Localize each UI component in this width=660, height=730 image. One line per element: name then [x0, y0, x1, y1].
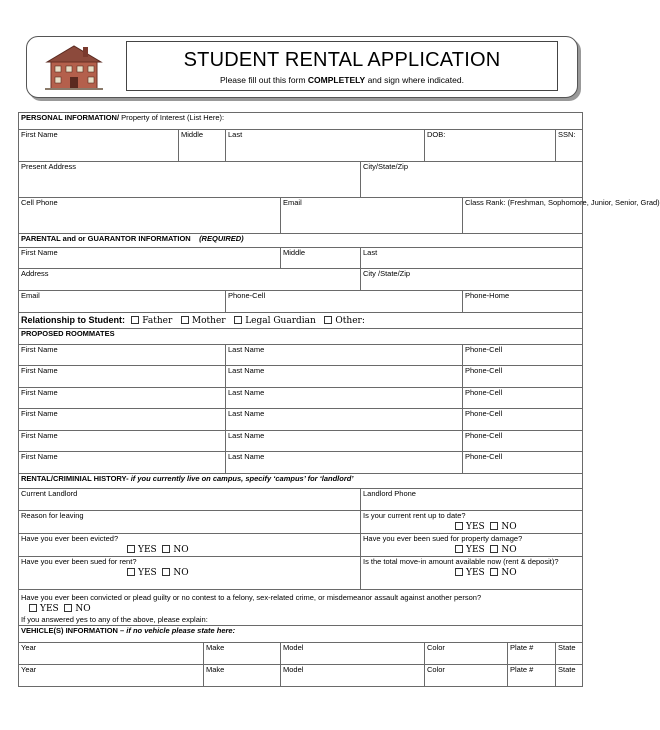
- personal-class-rank-field[interactable]: Class Rank: (Freshman, Sophomore, Junior, Senior, Grad): [463, 198, 583, 234]
- personal-middle-field[interactable]: Middle: [179, 130, 226, 162]
- convicted-no-checkbox[interactable]: [64, 604, 72, 612]
- roommate-5-first-name[interactable]: First Name: [19, 431, 226, 452]
- sued-property-yes-checkbox[interactable]: [455, 545, 463, 553]
- roommate-1-phone-cell[interactable]: Phone-Cell: [463, 345, 583, 366]
- title-box: [126, 41, 558, 91]
- parental-phone-home-field[interactable]: Phone-Home: [463, 291, 583, 313]
- personal-present-address-field[interactable]: Present Address: [19, 162, 361, 198]
- vehicle-1-year[interactable]: Year: [19, 643, 204, 665]
- sued-rent-no-checkbox[interactable]: [162, 568, 170, 576]
- vehicle-1-plate[interactable]: Plate #: [508, 643, 556, 665]
- relationship-row: Relationship to Student: Father Mother Legal Guardian Other:: [19, 313, 583, 329]
- roommate-6-first-name[interactable]: First Name: [19, 452, 226, 474]
- roommate-1-last-name[interactable]: Last Name: [226, 345, 463, 366]
- roommate-5-phone-cell[interactable]: Phone-Cell: [463, 431, 583, 452]
- convicted-field: Have you ever been convicted or plead guilty or no contest to a felony, sex-related crime, or misdemeanor assault against another person? YES NO If you answered yes to any of the above, please explain:: [19, 590, 583, 626]
- personal-ssn-field[interactable]: SSN:: [556, 130, 583, 162]
- parental-last-field[interactable]: Last: [361, 248, 583, 269]
- relationship-label: Relationship to Student:: [21, 315, 125, 325]
- header-box: [26, 36, 578, 98]
- landlord-phone-field[interactable]: Landlord Phone: [361, 489, 583, 511]
- sued-rent-field: Have you ever been sued for rent? YES NO: [19, 557, 361, 590]
- legal-guardian-checkbox[interactable]: [234, 316, 242, 324]
- form-instructions: Please fill out this form COMPLETELY and sign where indicated.: [220, 75, 464, 85]
- move-in-amount-field: Is the total move-in amount available now (rent & deposit)? YES NO: [361, 557, 583, 590]
- roommate-2-first-name[interactable]: First Name: [19, 366, 226, 388]
- sued-property-field: Have you ever been sued for property damage? YES NO: [361, 534, 583, 557]
- roommate-4-phone-cell[interactable]: Phone-Cell: [463, 409, 583, 431]
- mother-checkbox[interactable]: [181, 316, 189, 324]
- roommate-2-phone-cell[interactable]: Phone-Cell: [463, 366, 583, 388]
- roommate-3-phone-cell[interactable]: Phone-Cell: [463, 388, 583, 409]
- current-landlord-field[interactable]: Current Landlord: [19, 489, 361, 511]
- application-form-table: [18, 112, 660, 687]
- convicted-label: Have you ever been convicted or plead guilty or no contest to a felony, sex-related crime, or misdemeanor assault against another person?: [21, 593, 482, 602]
- parental-city-state-zip-field[interactable]: City /State/Zip: [361, 269, 583, 291]
- parental-info-heading: PARENTAL and or GUARANTOR INFORMATION (REQUIRED): [19, 234, 583, 248]
- parental-address-field[interactable]: Address: [19, 269, 361, 291]
- vehicle-heading: VEHICLE(S) INFORMATION – if no vehicle please state here:: [19, 626, 583, 643]
- vehicle-2-color[interactable]: Color: [425, 665, 508, 687]
- evicted-no-checkbox[interactable]: [162, 545, 170, 553]
- vehicle-2-model[interactable]: Model: [281, 665, 425, 687]
- roommate-3-first-name[interactable]: First Name: [19, 388, 226, 409]
- convicted-yes-checkbox[interactable]: [29, 604, 37, 612]
- roommate-6-last-name[interactable]: Last Name: [226, 452, 463, 474]
- roommate-4-last-name[interactable]: Last Name: [226, 409, 463, 431]
- parental-phone-cell-field[interactable]: Phone-Cell: [226, 291, 463, 313]
- parental-middle-field[interactable]: Middle: [281, 248, 361, 269]
- vehicle-2-plate[interactable]: Plate #: [508, 665, 556, 687]
- move-in-amount-label: Is the total move-in amount available now (rent & deposit)?: [363, 557, 559, 566]
- roommate-2-last-name[interactable]: Last Name: [226, 366, 463, 388]
- evicted-yes-checkbox[interactable]: [127, 545, 135, 553]
- personal-first-name-field[interactable]: First Name: [19, 130, 179, 162]
- personal-last-field[interactable]: Last: [226, 130, 425, 162]
- personal-city-state-zip-field[interactable]: City/State/Zip: [361, 162, 583, 198]
- reason-for-leaving-field[interactable]: Reason for leaving: [19, 511, 361, 534]
- rent-up-to-date-yes-checkbox[interactable]: [455, 522, 463, 530]
- other-checkbox[interactable]: [324, 316, 332, 324]
- personal-cell-phone-field[interactable]: Cell Phone: [19, 198, 281, 234]
- roommate-3-last-name[interactable]: Last Name: [226, 388, 463, 409]
- vehicle-1-make[interactable]: Make: [204, 643, 281, 665]
- sued-rent-yes-checkbox[interactable]: [127, 568, 135, 576]
- sued-property-no-checkbox[interactable]: [490, 545, 498, 553]
- parental-email-field[interactable]: Email: [19, 291, 226, 313]
- vehicle-2-make[interactable]: Make: [204, 665, 281, 687]
- house-icon: [39, 42, 109, 92]
- history-heading: RENTAL/CRIMINIAL HISTORY- if you currently live on campus, specify ‘campus’ for ‘landlord’: [19, 474, 583, 489]
- roommate-6-phone-cell[interactable]: Phone-Cell: [463, 452, 583, 474]
- roommate-1-first-name[interactable]: First Name: [19, 345, 226, 366]
- personal-email-field[interactable]: Email: [281, 198, 463, 234]
- parental-first-name-field[interactable]: First Name: [19, 248, 281, 269]
- father-checkbox[interactable]: [131, 316, 139, 324]
- vehicle-1-color[interactable]: Color: [425, 643, 508, 665]
- sued-property-label: Have you ever been sued for property damage?: [363, 534, 523, 543]
- rent-up-to-date-label: Is your current rent up to date?: [363, 511, 466, 520]
- form-title: STUDENT RENTAL APPLICATION: [183, 49, 501, 71]
- vehicle-1-state[interactable]: State: [556, 643, 583, 665]
- evicted-label: Have you ever been evicted?: [21, 534, 119, 543]
- move-in-amount-no-checkbox[interactable]: [490, 568, 498, 576]
- explain-label[interactable]: If you answered yes to any of the above, please explain:: [21, 615, 208, 624]
- roommate-4-first-name[interactable]: First Name: [19, 409, 226, 431]
- vehicle-2-state[interactable]: State: [556, 665, 583, 687]
- roommates-heading: PROPOSED ROOMMATES: [19, 329, 583, 345]
- sued-rent-label: Have you ever been sued for rent?: [21, 557, 137, 566]
- rent-up-to-date-no-checkbox[interactable]: [490, 522, 498, 530]
- personal-info-heading: PERSONAL INFORMATION/ Property of Interest (List Here):: [19, 113, 583, 130]
- personal-dob-field[interactable]: DOB:: [425, 130, 556, 162]
- vehicle-2-year[interactable]: Year: [19, 665, 204, 687]
- move-in-amount-yes-checkbox[interactable]: [455, 568, 463, 576]
- roommate-5-last-name[interactable]: Last Name: [226, 431, 463, 452]
- rent-up-to-date-field: Is your current rent up to date? YES NO: [361, 511, 583, 534]
- vehicle-1-model[interactable]: Model: [281, 643, 425, 665]
- evicted-field: Have you ever been evicted? YES NO: [19, 534, 361, 557]
